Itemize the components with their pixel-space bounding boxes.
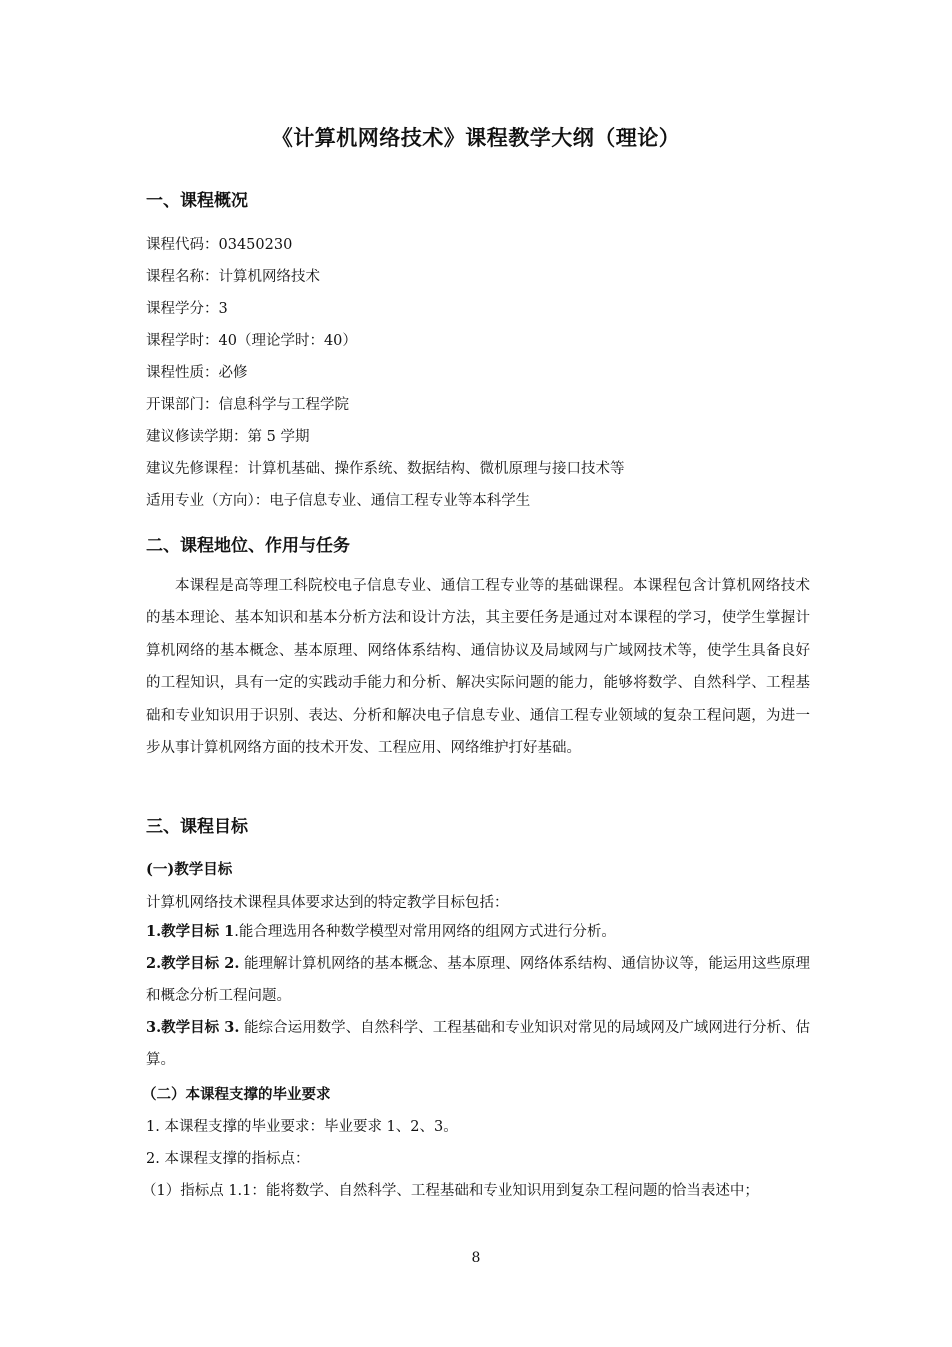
requirement-line: 1. 本课程支撑的毕业要求：毕业要求 1、2、3。: [146, 1119, 458, 1135]
goal-3-label: 3.教学目标 3.: [146, 1019, 240, 1036]
overview-line: 课程名称：计算机网络技术: [146, 269, 320, 285]
subheading-graduation-requirements: （二）本课程支撑的毕业要求: [142, 1086, 331, 1103]
overview-line: 课程代码：03450230: [146, 237, 293, 253]
goal-2-text: 能理解计算机网络的基本概念、基本原理、网络体系结构、通信协议等，能运用这些原理和概念分析工程问题。: [146, 956, 810, 1004]
requirement-line: 2. 本课程支撑的指标点：: [146, 1151, 310, 1167]
overview-line: 课程性质：必修: [146, 365, 248, 381]
page-number: 8: [471, 1250, 481, 1266]
goal-2: [146, 948, 810, 1012]
goal-1-text: .能合理选用各种数学模型对常用网络的组网方式进行分析。: [234, 924, 616, 940]
goal-3: [146, 1012, 810, 1076]
overview-line: 课程学分：3: [146, 301, 228, 317]
overview-line: 课程学时：40（理论学时：40）: [146, 333, 357, 349]
overview-line: 开课部门：信息科学与工程学院: [146, 397, 349, 413]
goal-3-text: 能综合运用数学、自然科学、工程基础和专业知识对常见的局域网及广域网进行分析、估算。: [146, 1020, 810, 1068]
goal-1-label: 1.教学目标 1: [146, 923, 235, 940]
document-title: 《计算机网络技术》课程教学大纲（理论）: [271, 125, 681, 150]
goal-1: [146, 916, 810, 948]
overview-line: 建议先修课程：计算机基础、操作系统、数据结构、微机原理与接口技术等: [146, 461, 625, 477]
section-heading-role: 二、课程地位、作用与任务: [146, 536, 350, 556]
requirement-line: （1）指标点 1.1：能将数学、自然科学、工程基础和专业知识用到复杂工程问题的恰当表述中；: [142, 1183, 759, 1199]
section-heading-objectives: 三、课程目标: [146, 817, 248, 837]
overview-line: 建议修读学期：第 5 学期: [146, 429, 310, 445]
role-paragraph: 本课程是高等理工科院校电子信息专业、通信工程专业等的基础课程。本课程包含计算机网络技术的基本理论、基本知识和基本分析方法和设计方法，其主要任务是通过对本课程的学习，使学生掌握计算机网络的基本概念、基本原理、网络体系结构、通信协议及局域网与广域网技术等，使学生具备良好的工程知识，具有一定的实践动手能力和分析、解决实际问题的能力，能够将数学、自然科学、工程基础和专业知识用于识别、表达、分析和解决电子信息专业、通信工程专业领域的复杂工程问题，为进一步从事计算机网络方面的技术开发、工程应用、网络维护打好基础。: [146, 578, 810, 757]
goals-intro: 计算机网络技术课程具体要求达到的特定教学目标包括：: [146, 895, 509, 911]
overview-line: 适用专业（方向）：电子信息专业、通信工程专业等本科学生: [146, 493, 531, 509]
section-heading-overview: 一、课程概况: [146, 191, 248, 211]
goal-2-label: 2.教学目标 2.: [146, 955, 240, 972]
subheading-teaching-goals: (一)教学目标: [146, 861, 233, 878]
